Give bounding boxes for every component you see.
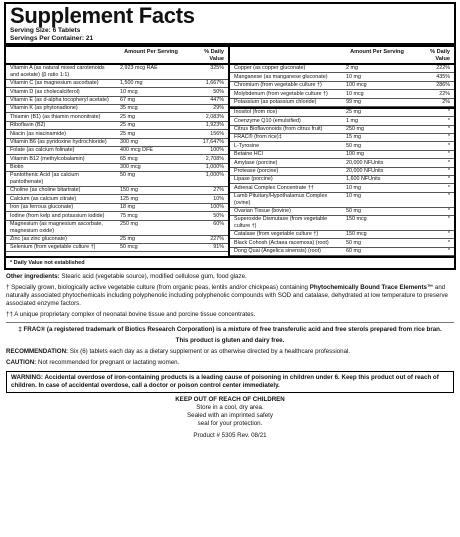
nutrient-dv: 100% (210, 204, 224, 211)
header-dv: % Daily Value (204, 49, 224, 62)
nutrient-name: Vitamin C (as magnesium ascorbate) (10, 80, 99, 87)
nutrient-amount: 50 mcg (120, 244, 138, 251)
nutrient-dv: * (447, 134, 450, 141)
nutrient-row (6, 105, 228, 113)
nutrient-row (230, 231, 454, 239)
nutrient-name: Manganese (as manganese gluconate) (234, 73, 328, 80)
gluten-note: This product is gluten and dairy free. (175, 337, 285, 345)
keep-title: KEEP OUT OF REACH OF CHILDREN (175, 396, 285, 404)
nutrient-amount: 10 mcg (120, 88, 138, 95)
nutrient-amount: 25 mg (120, 130, 135, 137)
nutrient-dv: 10% (213, 195, 224, 202)
nutrient-name: Selenium (from vegetable culture †) (10, 244, 96, 251)
nutrient-row (6, 221, 228, 236)
nutrient-dv: 17,647% (202, 138, 224, 145)
nutrient-name: L-Tyrosine (234, 142, 260, 149)
nutrient-name: Ovarian Tissue (bovine) (234, 207, 291, 214)
nutrient-name: Dong Quai (Angelica sinensis) (root) (234, 248, 321, 255)
nutrient-row (230, 142, 454, 150)
nutrient-name: Potassium (as potassium chloride) (234, 98, 317, 105)
nutrient-row (6, 65, 228, 80)
nutrient-name: Zinc (as zinc gluconate) (10, 235, 67, 242)
nutrient-row (6, 139, 228, 147)
nutrient-dv: 227% (210, 235, 224, 242)
frac-note: ‡ FRAC® (a registered trademark of Biotics Research Corporation) is a mixture of free transferulic acid and free sterols prepared from rice bran. (18, 326, 442, 334)
nutrient-name: Vitamin K (as phytonadione) (10, 105, 78, 112)
serving-size: Serving Size: 6 Tablets (10, 27, 81, 34)
nutrient-amount: 10 mg (346, 184, 361, 191)
nutrient-dv: 22% (439, 90, 450, 97)
nutrient-name: Lipase (porcine) (234, 176, 273, 183)
nutrient-row (230, 159, 454, 167)
nutrient-name: Copper (as copper gluconate) (234, 65, 306, 72)
nutrient-amount: 1,600 NFUnits (346, 176, 381, 183)
nutrient-dv: 60% (213, 220, 224, 227)
other-text: Stearic acid (vegetable source), modified cellulose gum, food glaze. (61, 273, 247, 281)
dagger-text: † Specially grown, biologically active vegetable culture (from organic peas, lentils and/or chickpeas) containing (6, 284, 310, 292)
nutrient-amount: 150 mg (120, 187, 138, 194)
double-dagger-footnote: †† A unique proprietary complex of neonatal bovine tissue and porcine tissue concentrates. (6, 311, 256, 319)
nutrient-row (230, 82, 454, 90)
nutrient-row (6, 172, 228, 187)
nutrient-dv: * (447, 193, 450, 200)
nutrient-amount: 10 mg (346, 193, 361, 200)
nutrient-row (230, 73, 454, 81)
nutrient-amount: 150 mcg (346, 216, 367, 223)
nutrient-dv: * (447, 176, 450, 183)
nutrient-dv: * (447, 117, 450, 124)
nutrient-dv: 286% (436, 82, 450, 89)
nutrient-amount: 50 mg (346, 239, 361, 246)
nutrient-row (230, 208, 454, 216)
header-amount: Amount Per Serving (124, 49, 178, 55)
other-ingredients (4, 273, 456, 281)
nutrient-amount: 25 mg (120, 122, 135, 129)
nutrient-amount: 50 mg (346, 142, 361, 149)
nutrient-row (6, 113, 228, 121)
nutrient-dv: 27% (213, 187, 224, 194)
nutrient-dv: 1,667% (205, 80, 224, 87)
nutrient-name: Folate (as calcium folinate) (10, 147, 75, 154)
nutrient-amount: 20,000 NFUnits (346, 167, 384, 174)
nutrient-row (230, 184, 454, 192)
warning-box: WARNING: Accidental overdose of iron-containing products is a leading cause of poisoning in children under 6. Keep this product out of reach of children. In case of accidental overdose, call a doctor or poison control center immediately. (6, 371, 454, 393)
nutrient-name: Niacin (as niacinamide) (10, 130, 67, 137)
nutrient-amount: 35 mcg (120, 105, 138, 112)
nutrient-row (6, 147, 228, 155)
nutrient-row (6, 195, 228, 203)
nutrient-amount: 25 mg (120, 113, 135, 120)
nutrient-dv: 2,083% (205, 113, 224, 120)
nutrient-row (230, 109, 454, 117)
nutrient-row (230, 216, 454, 231)
nutrient-name: Pantothenic Acid (as calcium pantothenate) (10, 172, 79, 186)
servings-per-container: Servings Per Container: 21 (10, 35, 94, 42)
right-column (230, 47, 454, 256)
rec-label: RECOMMENDATION: (6, 348, 69, 356)
nutrient-dv: * (447, 151, 450, 158)
nutrient-amount: 67 mg (120, 97, 135, 104)
right-rows-other (230, 107, 454, 256)
caution-label: CAUTION: (6, 359, 37, 367)
nutrient-amount: 20,000 NFUnits (346, 159, 384, 166)
nutrient-dv: 222% (436, 65, 450, 72)
nutrient-dv: 50% (213, 212, 224, 219)
nutrient-row (230, 151, 454, 159)
nutrient-amount: 2,923 mcg RAE (120, 65, 158, 72)
nutrient-name: Vitamin B6 (as pyridoxine hydrochloride) (10, 138, 107, 145)
nutrient-amount: 65 mcg (120, 155, 138, 162)
nutrient-name: Lamb Pituitary/Hypothalamus Complex (ovine) (234, 193, 328, 206)
recommendation (4, 348, 456, 356)
nutrient-dv: 1,000% (205, 164, 224, 171)
nutrient-row (6, 236, 228, 244)
nutrient-amount: 150 mcg (346, 231, 367, 238)
nutrient-row (6, 122, 228, 130)
header-amount: Amount Per Serving (350, 49, 404, 55)
nutrient-name: Choline (as choline bitartrate) (10, 187, 81, 194)
nutrient-amount: 10 mg (346, 73, 361, 80)
nutrient-name: Coenzyme Q10 (emulsified) (234, 117, 301, 124)
nutrient-amount: 18 mg (120, 204, 135, 211)
nutrient-row (6, 97, 228, 105)
keep-line: Store in a cool, dry area. (196, 404, 264, 412)
nutrient-row (6, 244, 228, 252)
nutrient-name: Calcium (as calcium citrate) (10, 195, 77, 202)
nutrient-row (6, 130, 228, 138)
nutrient-name: Superoxide Dismutase (from vegetable culture †) (234, 216, 328, 229)
nutrient-name: Biotin (10, 164, 24, 171)
nutrient-row (6, 80, 228, 88)
nutrient-name: Iron (as ferrous gluconate) (10, 204, 74, 211)
nutrient-dv: 435% (436, 73, 450, 80)
product-number: Product # 5305 Rev. 08/21 (193, 432, 267, 440)
nutrient-dv: * (447, 184, 450, 191)
nutrient-dv: * (447, 207, 450, 214)
nutrient-dv: 156% (210, 130, 224, 137)
nutrient-amount: 25 mg (346, 109, 361, 116)
nutrient-dv: 1,923% (205, 122, 224, 129)
nutrient-dv: 29% (213, 105, 224, 112)
supplement-facts-panel (4, 2, 456, 270)
nutrient-name: Citrus Bioflavonoids (from citrus fruit) (234, 126, 323, 133)
nutrient-name: Vitamin E (as d-alpha tocopheryl acetate) (10, 97, 109, 104)
caution-text: Not recommended for pregnant or lactating women. (37, 359, 180, 367)
keep-line: Sealed with an imprinted safety (187, 412, 273, 420)
nutrient-row (230, 90, 454, 98)
nutrient-row (6, 88, 228, 96)
nutrient-dv: * (447, 159, 450, 166)
nutrient-dv: * (447, 109, 450, 116)
nutrient-name: Amylase (porcine) (234, 159, 278, 166)
dv-note: * Daily Value not established (6, 256, 454, 268)
nutrient-row (6, 187, 228, 195)
nutrient-amount: 250 mg (120, 220, 138, 227)
nutrient-name: Vitamin D (as cholecalciferol) (10, 88, 80, 95)
nutrient-amount: 75 mcg (120, 212, 138, 219)
nutrient-row (230, 239, 454, 247)
left-column (6, 47, 230, 256)
nutrient-dv: * (447, 142, 450, 149)
nutrient-row (230, 248, 454, 256)
nutrient-name: Chromium (from vegetable culture †) (234, 82, 322, 89)
nutrient-amount: 1,500 mg (120, 80, 143, 87)
nutrient-name: Betaine HCl (234, 151, 263, 158)
nutrient-amount: 100 mcg (346, 82, 367, 89)
nutrient-name: Iodine (from kelp and potassium iodide) (10, 212, 105, 219)
nutrient-dv: * (447, 231, 450, 238)
nutrient-amount: 250 mg (346, 126, 364, 133)
nutrient-amount: 300 mcg (120, 164, 141, 171)
nutrient-dv: 325% (210, 65, 224, 72)
dagger-footnote (4, 284, 456, 308)
nutrient-row (6, 204, 228, 212)
nutrient-name: Magnesium (as magnesium ascorbate, magnesium oxide) (10, 220, 103, 234)
left-rows (6, 65, 228, 252)
nutrient-amount: 300 mg (120, 138, 138, 145)
rec-text: Six (6) tablets each day as a dietary supplement or as otherwise directed by a healthcare professional. (69, 348, 351, 356)
nutrient-name: Inositol (from rice) (234, 109, 278, 116)
nutrient-name: Black Cohosh (Actaea racemosa) (root) (234, 239, 329, 246)
nutrient-row (230, 126, 454, 134)
nutrient-dv: 1,000% (205, 172, 224, 179)
nutrient-dv: 100% (210, 147, 224, 154)
caution (4, 359, 456, 367)
nutrient-dv: 91% (213, 244, 224, 251)
nutrient-row (6, 155, 228, 163)
nutrient-dv: 2% (442, 98, 450, 105)
nutrient-dv: 447% (210, 97, 224, 104)
nutrient-dv: * (447, 126, 450, 133)
nutrient-amount: 1 mg (346, 117, 358, 124)
keep-out-section (4, 396, 456, 440)
nutrient-row (6, 212, 228, 220)
nutrient-row (230, 134, 454, 142)
column-header (230, 47, 454, 65)
nutrient-row (230, 193, 454, 208)
right-rows (230, 65, 454, 107)
panel-title: Supplement Facts (10, 3, 195, 28)
nutrient-dv: * (447, 239, 450, 246)
nutrient-amount: 2 mg (346, 65, 358, 72)
nutrient-name: FRAC® (from rice)‡ (234, 134, 282, 141)
nutrient-name: Vitamin A (as natural mixed carotenoids and acetate) (β ratio 1:1) (10, 65, 105, 78)
dagger-bold: Phytochemically Bound Trace Elements™ (309, 284, 434, 292)
column-header (6, 47, 228, 65)
nutrient-dv: * (447, 216, 450, 223)
nutrient-row (230, 168, 454, 176)
nutrient-amount: 400 mcg DFE (120, 147, 153, 154)
nutrient-dv: * (447, 167, 450, 174)
nutrient-amount: 99 mg (346, 98, 361, 105)
nutrient-name: Thiamin (B1) (as thiamin mononitrate) (10, 113, 101, 120)
nutrient-amount: 50 mg (120, 172, 135, 179)
nutrient-columns (6, 47, 454, 256)
nutrient-name: Catalase (from vegetable culture †) (234, 231, 319, 238)
nutrient-amount: 100 mg (346, 151, 364, 158)
nutrient-amount: 125 mg (120, 195, 138, 202)
nutrient-name: Adrenal Complex Concentrate †† (234, 184, 314, 191)
divider (6, 322, 454, 323)
nutrient-name: Protease (porcine) (234, 167, 279, 174)
keep-line: seal for your protection. (197, 420, 263, 428)
nutrient-amount: 60 mg (346, 248, 361, 255)
other-label: Other ingredients: (6, 273, 60, 281)
header-dv: % Daily Value (430, 49, 450, 62)
nutrient-row (230, 176, 454, 184)
nutrient-row (230, 99, 454, 107)
nutrient-name: Riboflavin (B2) (10, 122, 46, 129)
nutrient-amount: 25 mg (120, 235, 135, 242)
nutrient-dv: 2,708% (205, 155, 224, 162)
nutrient-row (230, 65, 454, 73)
nutrient-name: Vitamin B12 (methylcobalamin) (10, 155, 85, 162)
nutrient-name: Molybdenum (from vegetable culture †) (234, 90, 328, 97)
nutrient-amount: 50 mg (346, 207, 361, 214)
dagger-text-end: and naturally associated phytochemicals including polyphenolic including polyphenolic compounds with SOD and catalase, dehydrated at low temperature to preserve associated enzyme factors. (6, 284, 448, 308)
nutrient-row (230, 117, 454, 125)
nutrient-amount: 10 mcg (346, 90, 364, 97)
nutrient-dv: 50% (213, 88, 224, 95)
nutrient-dv: * (447, 248, 450, 255)
nutrient-amount: 15 mg (346, 134, 361, 141)
nutrient-row (6, 164, 228, 172)
